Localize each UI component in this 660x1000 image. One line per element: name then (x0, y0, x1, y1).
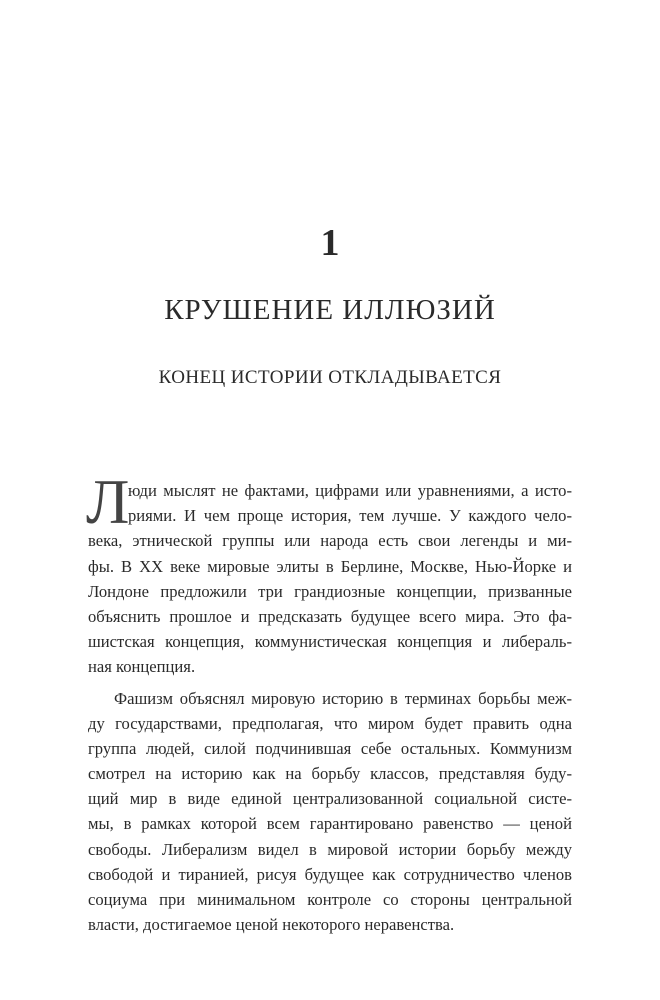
paragraph-2 (88, 686, 572, 938)
paragraph-line: Лондоне предложили три грандиозные концепции, призванные (88, 581, 572, 601)
chapter-subtitle: КОНЕЦ ИСТОРИИ ОТКЛАДЫВАЕТСЯ (158, 367, 502, 388)
paragraph-line: объяснить прошлое и предсказать будущее всего мира. Это фа- (88, 606, 572, 626)
paragraph-line: ная концепция. (88, 657, 196, 677)
paragraph-line: Фашизм объяснял мировую историю в терминах борьбы меж- (114, 688, 572, 708)
paragraph-line: свободы. Либерализм видел в мировой истории борьбу между (88, 839, 572, 859)
paragraph-line: мы, в рамках которой всем гарантировано равенство — ценой (88, 814, 572, 834)
paragraph-line: ду государствами, предполагая, что миром будет править одна (88, 713, 572, 733)
paragraph-line: шистская концепция, коммунистическая концепция и либераль- (88, 632, 572, 652)
paragraph-line: века, этнической группы или народа есть свои легенды и ми- (88, 531, 572, 551)
paragraph-line: социума при минимальном контроле со стороны центральной (88, 890, 572, 909)
paragraph-line: смотрел на историю как на борьбу классов, представляя буду- (88, 764, 572, 784)
body-text (86, 466, 572, 937)
drop-cap: Л (86, 466, 130, 537)
paragraph-line: свободой и тиранией, рисуя будущее как сотрудничество членов (88, 864, 572, 884)
chapter-number: 1 (320, 222, 340, 264)
chapter-title: КРУШЕНИЕ ИЛЛЮЗИЙ (164, 294, 496, 326)
paragraph-line: риями. И чем проще история, тем лучше. У каждого чело- (128, 506, 572, 526)
paragraph-line: юди мыслят не фактами, цифрами или уравнениями, а исто- (128, 481, 572, 500)
paragraph-line: власти, достигаемое ценой некоторого неравенства. (88, 915, 455, 935)
paragraph-line: щий мир в виде единой централизованной социальной систе- (88, 789, 572, 809)
paragraph-line: фы. В XX веке мировые элиты в Берлине, Москве, Нью-Йорке и (88, 556, 572, 576)
paragraph-line: группа людей, силой подчинившая себе остальных. Коммунизм (88, 738, 572, 758)
paragraph-1 (86, 466, 572, 680)
